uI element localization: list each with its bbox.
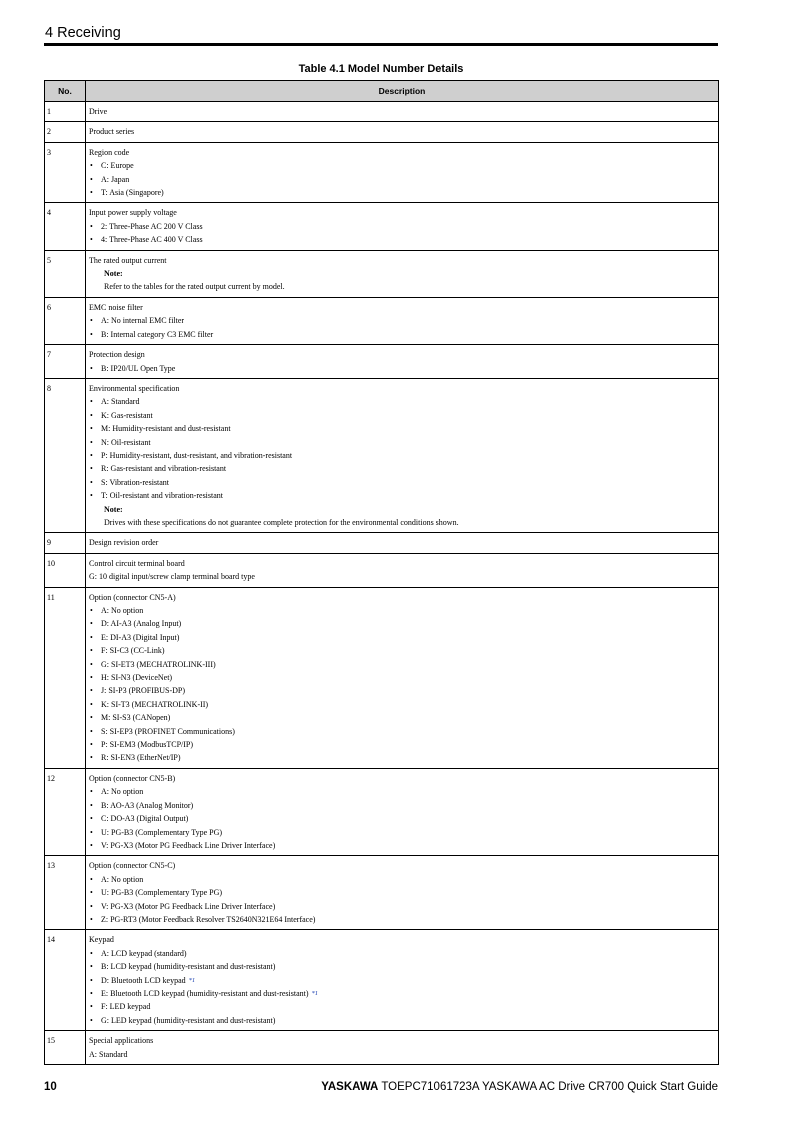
option-text: B: Internal category C3 EMC filter <box>101 329 214 339</box>
description-title: Input power supply voltage <box>89 208 177 218</box>
page-header <box>44 24 718 46</box>
option-item <box>89 604 715 617</box>
option-text: S: SI-EP3 (PROFINET Communications) <box>101 726 235 736</box>
option-text: C: DO-A3 (Digital Output) <box>101 814 189 824</box>
option-item <box>89 751 715 764</box>
option-item <box>89 913 715 926</box>
description-line: A: Standard <box>89 1049 128 1059</box>
row-description <box>86 250 719 297</box>
option-text: G: LED keypad (humidity-resistant and dust-resistant) <box>101 1015 276 1025</box>
description-title: Option (connector CN5-B) <box>89 773 176 783</box>
option-item <box>89 826 715 839</box>
option-text: M: Humidity-resistant and dust-resistant <box>101 424 231 434</box>
option-text: D: Bluetooth LCD keypad <box>101 975 186 985</box>
option-item <box>89 449 715 462</box>
option-item <box>89 671 715 684</box>
option-item <box>89 436 715 449</box>
table-body <box>45 102 719 1065</box>
description-title: Protection design <box>89 350 145 360</box>
option-text: A: No option <box>101 787 144 797</box>
option-item <box>89 159 715 172</box>
option-text: R: Gas-resistant and vibration-resistant <box>101 464 227 474</box>
row-description <box>86 345 719 379</box>
row-number: 3 <box>45 142 86 203</box>
chapter-title: 4 Receiving <box>45 25 121 41</box>
option-item <box>89 698 715 711</box>
option-text: A: Japan <box>101 174 130 184</box>
note-text: Refer to the tables for the rated output current by model. <box>104 282 285 292</box>
option-text: Z: PG-RT3 (Motor Feedback Resolver TS2640N321E64 Interface) <box>101 914 316 924</box>
option-item <box>89 617 715 630</box>
option-list <box>89 314 715 341</box>
option-item <box>89 725 715 738</box>
option-item <box>89 658 715 671</box>
row-description <box>86 142 719 203</box>
table-header-row <box>45 81 719 102</box>
option-item <box>89 799 715 812</box>
option-text: 4: Three-Phase AC 400 V Class <box>101 235 203 245</box>
note-label: Note: <box>104 269 123 279</box>
option-text: V: PG-X3 (Motor PG Feedback Line Driver Interface) <box>101 901 276 911</box>
option-text: R: SI-EN3 (EtherNet/IP) <box>101 753 181 763</box>
option-text: P: SI-EM3 (ModbusTCP/IP) <box>101 740 194 750</box>
note-label: Note: <box>104 504 123 514</box>
row-number: 9 <box>45 533 86 553</box>
option-item <box>89 462 715 475</box>
description-title: Product series <box>89 127 135 137</box>
option-item <box>89 173 715 186</box>
description-title: Design revision order <box>89 538 159 548</box>
table-row <box>45 297 719 344</box>
row-number: 14 <box>45 930 86 1031</box>
description-title: Environmental specification <box>89 383 180 393</box>
description-title: Special applications <box>89 1036 154 1046</box>
option-text: D: AI-A3 (Analog Input) <box>101 619 182 629</box>
table-row <box>45 930 719 1031</box>
row-description <box>86 533 719 553</box>
row-description <box>86 378 719 532</box>
option-item <box>89 900 715 913</box>
option-text: M: SI-S3 (CANopen) <box>101 713 171 723</box>
table-row <box>45 587 719 768</box>
row-number: 5 <box>45 250 86 297</box>
table-row <box>45 553 719 587</box>
option-item <box>89 186 715 199</box>
option-item <box>89 684 715 697</box>
table-row <box>45 768 719 855</box>
option-list <box>89 159 715 199</box>
option-item <box>89 947 715 960</box>
row-number: 15 <box>45 1031 86 1065</box>
option-item <box>89 409 715 422</box>
option-item <box>89 314 715 327</box>
option-item <box>89 1014 715 1027</box>
option-text: A: No option <box>101 606 144 615</box>
row-number: 12 <box>45 768 86 855</box>
row-description <box>86 930 719 1031</box>
description-title: The rated output current <box>89 255 167 265</box>
option-item <box>89 839 715 852</box>
option-item <box>89 987 715 1000</box>
table-row <box>45 345 719 379</box>
option-text: E: DI-A3 (Digital Input) <box>101 632 180 642</box>
table-row <box>45 102 719 122</box>
description-title: Keypad <box>89 935 114 945</box>
option-item <box>89 489 715 502</box>
table-row <box>45 203 719 250</box>
option-text: T: Oil-resistant and vibration-resistant <box>101 491 224 501</box>
row-number: 7 <box>45 345 86 379</box>
option-text: J: SI-P3 (PROFIBUS-DP) <box>101 686 186 696</box>
option-item <box>89 233 715 246</box>
option-text: C: Europe <box>101 161 134 171</box>
row-description <box>86 122 719 142</box>
option-text: A: LCD keypad (standard) <box>101 948 187 958</box>
option-text: B: IP20/UL Open Type <box>101 363 176 373</box>
row-number: 1 <box>45 102 86 122</box>
brand-name: YASKAWA <box>321 1081 379 1093</box>
option-list <box>89 362 715 375</box>
option-item <box>89 422 715 435</box>
option-list <box>89 873 715 927</box>
table-row <box>45 378 719 532</box>
option-list <box>89 785 715 852</box>
option-item <box>89 785 715 798</box>
option-text: K: Gas-resistant <box>101 410 153 420</box>
row-number: 4 <box>45 203 86 250</box>
option-text: B: AO-A3 (Analog Monitor) <box>101 800 194 810</box>
option-item <box>89 328 715 341</box>
option-item <box>89 644 715 657</box>
row-description <box>86 856 719 930</box>
row-description <box>86 768 719 855</box>
option-item <box>89 362 715 375</box>
row-number: 2 <box>45 122 86 142</box>
option-item <box>89 812 715 825</box>
option-text: S: Vibration-resistant <box>101 477 170 487</box>
option-text: V: PG-X3 (Motor PG Feedback Line Driver Interface) <box>101 840 276 850</box>
row-number: 8 <box>45 378 86 532</box>
option-list <box>89 220 715 247</box>
option-item <box>89 395 715 408</box>
option-item <box>89 1000 715 1013</box>
description-title: EMC noise filter <box>89 302 143 312</box>
option-text: F: LED keypad <box>101 1002 151 1012</box>
option-item <box>89 974 715 987</box>
option-text: K: SI-T3 (MECHATROLINK-II) <box>101 699 209 709</box>
option-text: H: SI-N3 (DeviceNet) <box>101 673 173 683</box>
row-number: 13 <box>45 856 86 930</box>
table-caption: Table 4.1 Model Number Details <box>298 63 464 75</box>
option-text: A: Standard <box>101 397 140 407</box>
column-header-no: No. <box>45 81 86 102</box>
row-description <box>86 102 719 122</box>
row-number: 6 <box>45 297 86 344</box>
option-text: P: Humidity-resistant, dust-resistant, and vibration-resistant <box>101 450 293 460</box>
option-text: A: No option <box>101 874 144 884</box>
table-row <box>45 533 719 553</box>
option-item <box>89 476 715 489</box>
table-row <box>45 1031 719 1065</box>
option-text: T: Asia (Singapore) <box>101 188 164 198</box>
description-title: Drive <box>89 107 108 116</box>
table-row <box>45 142 719 203</box>
column-header-description: Description <box>86 81 719 102</box>
option-text: N: Oil-resistant <box>101 437 151 447</box>
document-footer <box>321 1081 718 1093</box>
row-description <box>86 297 719 344</box>
note-text: Drives with these specifications do not guarantee complete protection for the environmental conditions shown. <box>104 517 459 527</box>
description-title: Control circuit terminal board <box>89 558 185 568</box>
row-number: 10 <box>45 553 86 587</box>
footnote-link[interactable]: *1 <box>188 976 196 984</box>
option-text: U: PG-B3 (Complementary Type PG) <box>101 888 223 898</box>
option-list <box>89 947 715 1027</box>
option-text: U: PG-B3 (Complementary Type PG) <box>101 827 223 837</box>
option-item <box>89 873 715 886</box>
table-row <box>45 250 719 297</box>
row-description <box>86 553 719 587</box>
table-row <box>45 122 719 142</box>
footnote-link[interactable]: *1 <box>311 989 319 997</box>
row-description <box>86 203 719 250</box>
option-text: F: SI-C3 (CC-Link) <box>101 646 165 656</box>
option-item <box>89 886 715 899</box>
row-description <box>86 587 719 768</box>
option-text: E: Bluetooth LCD keypad (humidity-resistant and dust-resistant) <box>101 988 309 998</box>
page-number: 10 <box>44 1081 57 1093</box>
option-item <box>89 220 715 233</box>
option-item <box>89 631 715 644</box>
option-item <box>89 711 715 724</box>
option-list <box>89 604 715 765</box>
model-number-table <box>44 80 719 1065</box>
option-text: G: SI-ET3 (MECHATROLINK-III) <box>101 659 216 669</box>
option-text: B: LCD keypad (humidity-resistant and dust-resistant) <box>101 962 276 972</box>
option-text: A: No internal EMC filter <box>101 316 185 326</box>
option-item <box>89 960 715 973</box>
option-list <box>89 395 715 502</box>
option-item <box>89 738 715 751</box>
document-title: TOEPC71061723A YASKAWA AC Drive CR700 Quick Start Guide <box>381 1081 718 1093</box>
description-title: Option (connector CN5-A) <box>89 592 176 602</box>
row-description <box>86 1031 719 1065</box>
option-text: 2: Three-Phase AC 200 V Class <box>101 221 203 231</box>
table-row <box>45 856 719 930</box>
description-line: G: 10 digital input/screw clamp terminal board type <box>89 572 255 582</box>
description-title: Option (connector CN5-C) <box>89 861 176 871</box>
description-title: Region code <box>89 147 130 157</box>
row-number: 11 <box>45 587 86 768</box>
